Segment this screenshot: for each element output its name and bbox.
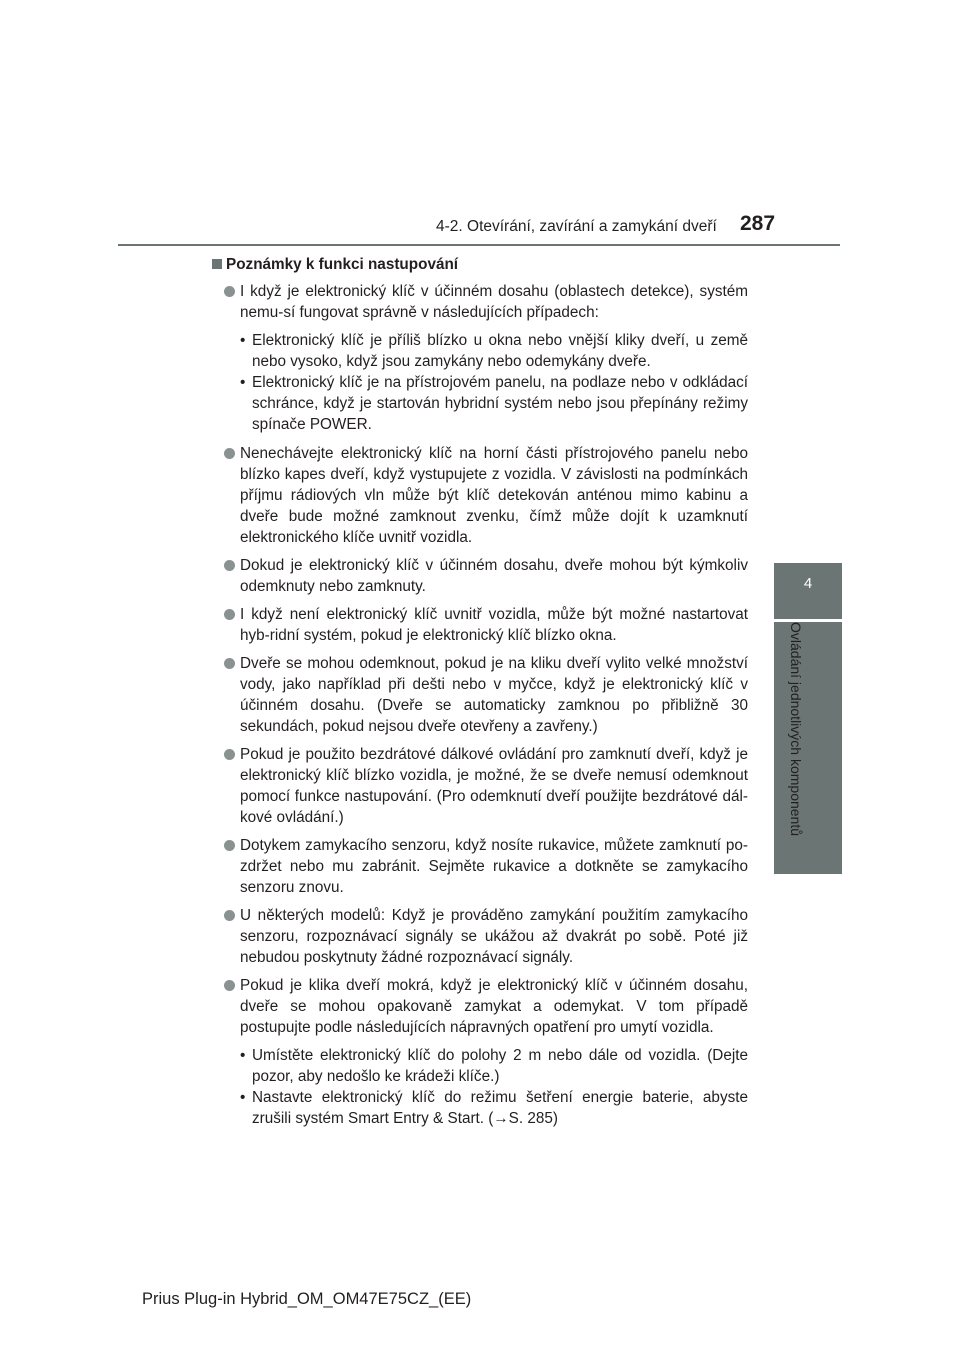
sub-list: [212, 1045, 748, 1129]
bullet-item: [212, 905, 748, 968]
sub-list: [212, 330, 748, 435]
sub-item: [212, 330, 748, 372]
header-section-title: 4-2. Otevírání, zavírání a zamykání dveří: [436, 218, 717, 235]
round-bullet-icon: [224, 286, 235, 297]
round-bullet-icon: [224, 609, 235, 620]
round-bullet-icon: [224, 749, 235, 760]
bullet-item: [212, 653, 748, 737]
round-bullet-icon: [224, 910, 235, 921]
bullet-text: I když je elektronický klíč v účinném dosahu (oblastech detekce), systém nemu-sí fungovat správně v následujících případech:: [240, 283, 748, 321]
sub-item-text: Nastavte elektronický klíč do režimu šetření energie baterie, abyste zrušili systém Smart Entry & Start. (→S. 285): [252, 1089, 748, 1127]
round-bullet-icon: [224, 560, 235, 571]
bullet-text: Dotykem zamykacího senzoru, když nosíte rukavice, můžete zamknutí po-zdržet nebo mu zabránit. Sejměte rukavice a dotkněte se zamykacího senzoru znovu.: [240, 837, 748, 896]
bullet-item: [212, 975, 748, 1038]
bullet-item: [212, 604, 748, 646]
bullet-item: [212, 281, 748, 323]
page-content: [212, 254, 748, 1137]
sub-bullet-icon: •: [240, 374, 246, 391]
sub-item-text: Elektronický klíč je příliš blízko u okna nebo vnější kliky dveří, u země nebo vysoko, když jsou zamykány nebo odemykány dveře.: [252, 332, 748, 370]
sub-item: [212, 1045, 748, 1087]
round-bullet-icon: [224, 980, 235, 991]
bullet-text: Pokud je klika dveří mokrá, když je elektronický klíč v účinném dosahu, dveře se mohou opakovaně zamykat a odemykat. V tom případě postupujte podle následujících nápravných opatření pro umytí vozidla.: [240, 977, 748, 1036]
bullet-text: Dveře se mohou odemknout, pokud je na kliku dveří vylito velké množství vody, jako například při dešti nebo v myčce, když je elektronický klíč v účinném dosahu. (Dveře se automaticky zamknou po přibližně 30 sekundách, pokud nejsou dveře otevřeny a zavřeny.): [240, 655, 748, 735]
sub-item: [212, 1087, 748, 1129]
bullet-text: U některých modelů: Když je prováděno zamykání použitím zamykacího senzoru, rozpoznávací signály se ukážou až dvakrát po sobě. Poté již nebudou poskytnuty žádné rozpoznávací signály.: [240, 907, 748, 966]
bullet-list: [212, 281, 748, 1129]
sub-item-text: Umístěte elektronický klíč do polohy 2 m nebo dále od vozidla. (Dejte pozor, aby nedošlo ke krádeži klíče.): [252, 1047, 748, 1085]
square-bullet-icon: [212, 259, 222, 269]
sub-item: [212, 372, 748, 435]
bullet-text: Nenechávejte elektronický klíč na horní části přístrojového panelu nebo blízko kapes dveří, když vystupujete z vozidla. V závislosti na podmínkách příjmu rádiových vln může být klíč detekován anténou mimo kabinu a dveře bude možné zamknout zvenku, čímž může dojít k uzamknutí elektronického klíče uvnitř vozidla.: [240, 445, 748, 546]
chapter-tab-label: Ovládání jednotlivých komponentů: [788, 622, 804, 837]
page-number: 287: [740, 212, 776, 235]
sub-bullet-icon: •: [240, 332, 246, 349]
chapter-tab-number: 4: [803, 575, 813, 592]
sub-item-text: Elektronický klíč je na přístrojovém panelu, na podlaze nebo v odkládací schránce, když je startován hybridní systém nebo jsou přepínány režimy spínače POWER.: [252, 374, 748, 433]
bullet-item: [212, 443, 748, 548]
header-rule: [118, 244, 840, 246]
bullet-item: [212, 744, 748, 828]
sub-bullet-icon: •: [240, 1047, 246, 1064]
bullet-text: I když není elektronický klíč uvnitř vozidla, může být možné nastartovat hyb-ridní systém, pokud je elektronický klíč blízko okna.: [240, 606, 748, 644]
bullet-item: [212, 555, 748, 597]
sub-bullet-icon: •: [240, 1089, 246, 1106]
bullet-item: [212, 835, 748, 898]
round-bullet-icon: [224, 448, 235, 459]
bullet-text: Dokud je elektronický klíč v účinném dosahu, dveře mohou být kýmkoliv odemknuty nebo zamknuty.: [240, 557, 748, 595]
section-heading-text: Poznámky k funkci nastupování: [226, 256, 459, 273]
footer-document-id: Prius Plug-in Hybrid_OM_OM47E75CZ_(EE): [142, 1290, 472, 1308]
round-bullet-icon: [224, 658, 235, 669]
section-heading: [212, 254, 748, 275]
round-bullet-icon: [224, 840, 235, 851]
bullet-text: Pokud je použito bezdrátové dálkové ovládání pro zamknutí dveří, když je elektronický klíč blízko vozidla, je možné, že se dveře nemusí odemknout pomocí funkce nastupování. (Pro odemknutí dveří použijte bezdrátové dál-kové ovládání.): [240, 746, 748, 826]
